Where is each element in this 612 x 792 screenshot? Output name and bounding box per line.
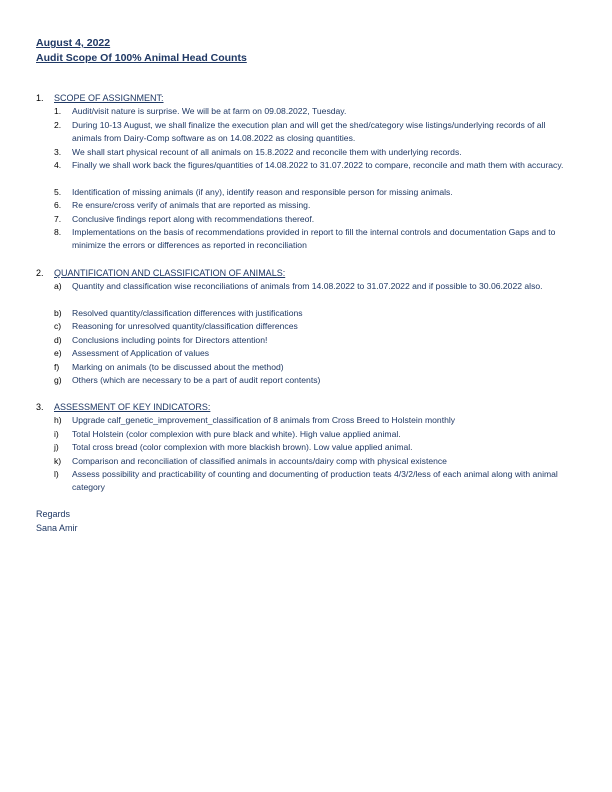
list-item — [54, 199, 574, 212]
list-item — [54, 334, 574, 347]
list-item — [54, 186, 574, 199]
list-item-text: Others (which are necessary to be a part of audit report contents) — [72, 375, 321, 385]
section-heading-scope — [36, 93, 164, 103]
section-heading-key-indicators — [36, 402, 210, 412]
list-marker: l) — [54, 469, 59, 479]
signatory-name: Sana Amir — [36, 523, 78, 533]
document-date: August 4, 2022 — [36, 37, 111, 49]
list-marker: j) — [54, 442, 59, 452]
list-item — [54, 307, 574, 320]
document-title: Audit Scope Of 100% Animal Head Counts — [36, 52, 247, 64]
list-item — [54, 280, 574, 293]
section-title: ASSESSMENT OF KEY INDICATORS: — [54, 402, 211, 412]
list-item — [54, 119, 574, 146]
list-item — [54, 374, 574, 387]
list-item-text: Resolved quantity/classification differences with justifications — [72, 308, 303, 318]
section-heading-quantification — [36, 268, 285, 278]
list-item-text: Upgrade calf_genetic_improvement_classification of 8 animals from Cross Breed to Holstein monthly — [72, 415, 456, 425]
section-title: QUANTIFICATION AND CLASSIFICATION OF ANIMALS: — [54, 268, 286, 278]
list-marker: d) — [54, 335, 62, 345]
list-item — [54, 347, 574, 360]
list-item-text: Conclusions including points for Directors attention! — [72, 335, 268, 345]
list-marker: k) — [54, 456, 62, 466]
list-item-text: Implementations on the basis of recommendations provided in report to fill the internal controls and documentation Gaps and to minimize the errors or differences as reported in reconciliation — [72, 227, 556, 251]
list-item-text: Reasoning for unresolved quantity/classification differences — [72, 321, 298, 331]
list-marker: h) — [54, 415, 62, 425]
list-marker: i) — [54, 429, 59, 439]
list-marker: 2. — [54, 120, 62, 130]
list-item — [54, 455, 574, 468]
list-item-text: Conclusive findings report along with recommendations thereof. — [72, 214, 315, 224]
list-marker: 4. — [54, 160, 62, 170]
list-marker: 8. — [54, 227, 62, 237]
list-item — [54, 361, 574, 374]
list-item-text: During 10-13 August, we shall finalize the execution plan and will get the shed/category wise listings/underlying records of all animals from Dairy-Comp software as on 14.08.2022 as closing quantities. — [72, 120, 546, 144]
list-marker: 6. — [54, 200, 62, 210]
list-item-text: Total cross bread (color complexion with more blackish brown). Low value applied animal. — [72, 442, 413, 452]
list-item — [54, 468, 574, 495]
list-item — [54, 320, 574, 333]
list-item — [54, 428, 574, 441]
list-item-text: Marking on animals (to be discussed about the method) — [72, 362, 284, 372]
list-marker: 3. — [54, 147, 62, 157]
list-item-text: Audit/visit nature is surprise. We will be at farm on 09.08.2022, Tuesday. — [72, 106, 347, 116]
list-marker: f) — [54, 362, 60, 372]
list-marker: 5. — [54, 187, 62, 197]
list-marker: c) — [54, 321, 62, 331]
list-item-text: Assessment of Application of values — [72, 348, 210, 358]
list-item — [54, 441, 574, 454]
list-item — [54, 159, 574, 172]
list-item-text: We shall start physical recount of all animals on 15.8.2022 and reconcile them with underlying records. — [72, 147, 462, 157]
list-item-text: Assess possibility and practicability of counting and documenting of production teats 4/3/2/less of each animal along with animal category — [72, 469, 558, 493]
list-marker: g) — [54, 375, 62, 385]
list-marker: 7. — [54, 214, 62, 224]
list-item-text: Quantity and classification wise reconciliations of animals from 14.08.2022 to 31.07.2022 and if possible to 30.06.2022 also. — [72, 281, 543, 291]
section-title: SCOPE OF ASSIGNMENT: — [54, 93, 164, 103]
closing-regards: Regards — [36, 509, 71, 519]
list-item-text: Comparison and reconciliation of classified animals in accounts/dairy comp with physical existence — [72, 456, 447, 466]
list-item — [54, 105, 574, 118]
section-number: 1. — [36, 93, 44, 103]
list-item-text: Finally we shall work back the figures/quantities of 14.08.2022 to 31.07.2022 to compare, reconcile and math them with accuracy. — [72, 160, 564, 170]
list-marker: e) — [54, 348, 62, 358]
list-item-text: Re ensure/cross verify of animals that are reported as missing. — [72, 200, 311, 210]
list-marker: 1. — [54, 106, 62, 116]
list-item — [54, 213, 574, 226]
list-marker: a) — [54, 281, 62, 291]
list-item-text: Total Holstein (color complexion with pure black and white). High value applied animal. — [72, 429, 401, 439]
section-number: 3. — [36, 402, 44, 412]
section-number: 2. — [36, 268, 44, 278]
list-marker: b) — [54, 308, 62, 318]
list-item-text: Identification of missing animals (if any), identify reason and responsible person for missing animals. — [72, 187, 453, 197]
list-item — [54, 414, 574, 427]
list-item — [54, 146, 574, 159]
list-item — [54, 226, 574, 253]
